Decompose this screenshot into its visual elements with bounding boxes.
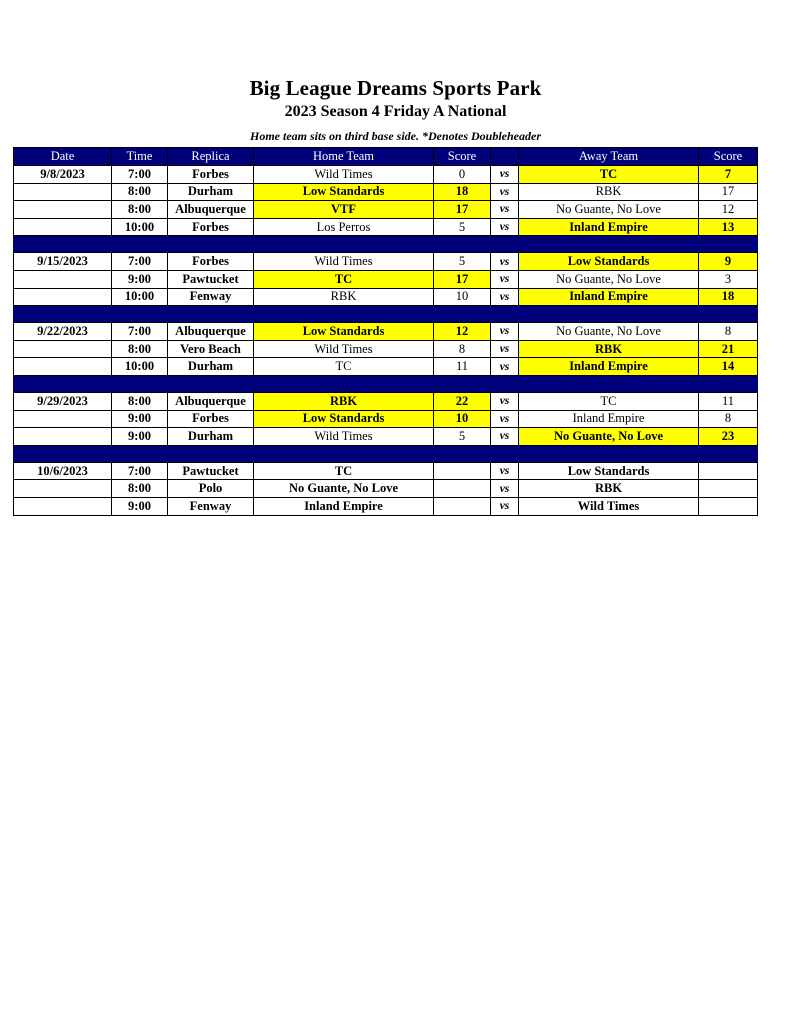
vs-cell: vs: [491, 340, 519, 358]
header-away-score: Score: [699, 148, 758, 166]
time-cell: 9:00: [112, 410, 168, 428]
date-cell: [14, 497, 112, 515]
date-cell: [14, 218, 112, 236]
home-score-cell: 5: [434, 253, 491, 271]
table-row: [14, 392, 758, 410]
schedule-note: Home team sits on third base side. *Denotes Doubleheader: [250, 129, 541, 143]
vs-cell: vs: [491, 410, 519, 428]
week-separator: [14, 236, 758, 253]
table-row: [14, 166, 758, 184]
table-row: [14, 270, 758, 288]
away-score-cell: 8: [699, 410, 758, 428]
date-cell: [14, 480, 112, 498]
home-team-cell: Wild Times: [254, 166, 434, 184]
header-date: Date: [14, 148, 112, 166]
away-score-cell: 11: [699, 392, 758, 410]
replica-cell: Durham: [168, 183, 254, 201]
date-cell: [14, 270, 112, 288]
away-score-cell: 17: [699, 183, 758, 201]
replica-cell: Forbes: [168, 253, 254, 271]
date-cell: 9/22/2023: [14, 323, 112, 341]
date-cell: 9/8/2023: [14, 166, 112, 184]
replica-cell: Pawtucket: [168, 462, 254, 480]
home-team-cell: RBK: [254, 288, 434, 306]
home-team-cell: TC: [254, 270, 434, 288]
header-replica: Replica: [168, 148, 254, 166]
date-cell: 9/15/2023: [14, 253, 112, 271]
time-cell: 8:00: [112, 183, 168, 201]
vs-cell: vs: [491, 253, 519, 271]
away-team-cell: Inland Empire: [519, 358, 699, 376]
separator-cell: [168, 375, 254, 392]
home-score-cell: [434, 480, 491, 498]
replica-cell: Forbes: [168, 166, 254, 184]
separator-cell: [491, 236, 519, 253]
separator-cell: [434, 375, 491, 392]
week-separator: [14, 375, 758, 392]
separator-cell: [14, 306, 112, 323]
vs-cell: vs: [491, 428, 519, 446]
separator-cell: [491, 445, 519, 462]
home-team-cell: Low Standards: [254, 410, 434, 428]
separator-cell: [491, 375, 519, 392]
time-cell: 8:00: [112, 201, 168, 219]
week-separator: [14, 306, 758, 323]
home-score-cell: 17: [434, 201, 491, 219]
home-team-cell: Inland Empire: [254, 497, 434, 515]
date-cell: [14, 410, 112, 428]
away-team-cell: No Guante, No Love: [519, 270, 699, 288]
separator-cell: [112, 236, 168, 253]
separator-cell: [254, 306, 434, 323]
separator-cell: [168, 445, 254, 462]
away-team-cell: Low Standards: [519, 462, 699, 480]
separator-cell: [112, 445, 168, 462]
home-team-cell: Wild Times: [254, 428, 434, 446]
separator-cell: [699, 306, 758, 323]
away-team-cell: Low Standards: [519, 253, 699, 271]
separator-cell: [14, 236, 112, 253]
home-score-cell: 0: [434, 166, 491, 184]
vs-cell: vs: [491, 218, 519, 236]
home-score-cell: [434, 497, 491, 515]
table-row: [14, 201, 758, 219]
home-score-cell: 8: [434, 340, 491, 358]
time-cell: 7:00: [112, 462, 168, 480]
table-row: [14, 183, 758, 201]
table-row: [14, 340, 758, 358]
time-cell: 8:00: [112, 340, 168, 358]
away-score-cell: 3: [699, 270, 758, 288]
home-team-cell: VTF: [254, 201, 434, 219]
separator-cell: [519, 236, 699, 253]
home-team-cell: TC: [254, 462, 434, 480]
vs-cell: vs: [491, 288, 519, 306]
separator-cell: [168, 236, 254, 253]
home-team-cell: Low Standards: [254, 323, 434, 341]
time-cell: 10:00: [112, 218, 168, 236]
away-score-cell: 8: [699, 323, 758, 341]
vs-cell: vs: [491, 183, 519, 201]
time-cell: 7:00: [112, 323, 168, 341]
page-subtitle: 2023 Season 4 Friday A National: [284, 103, 507, 120]
vs-cell: vs: [491, 323, 519, 341]
away-score-cell: 14: [699, 358, 758, 376]
separator-cell: [519, 306, 699, 323]
table-row: [14, 480, 758, 498]
home-score-cell: [434, 462, 491, 480]
home-score-cell: 22: [434, 392, 491, 410]
table-row: [14, 410, 758, 428]
away-score-cell: 21: [699, 340, 758, 358]
table-row: [14, 497, 758, 515]
home-team-cell: RBK: [254, 392, 434, 410]
separator-cell: [491, 306, 519, 323]
away-score-cell: [699, 480, 758, 498]
away-score-cell: 9: [699, 253, 758, 271]
time-cell: 10:00: [112, 358, 168, 376]
away-score-cell: 13: [699, 218, 758, 236]
replica-cell: Albuquerque: [168, 392, 254, 410]
away-score-cell: [699, 497, 758, 515]
header-home-team: Home Team: [254, 148, 434, 166]
away-score-cell: 12: [699, 201, 758, 219]
separator-cell: [434, 445, 491, 462]
replica-cell: Albuquerque: [168, 323, 254, 341]
time-cell: 10:00: [112, 288, 168, 306]
time-cell: 7:00: [112, 166, 168, 184]
replica-cell: Fenway: [168, 497, 254, 515]
date-cell: [14, 183, 112, 201]
away-score-cell: 7: [699, 166, 758, 184]
separator-cell: [112, 375, 168, 392]
header-away-team: Away Team: [519, 148, 699, 166]
schedule-body: [14, 166, 758, 516]
home-score-cell: 18: [434, 183, 491, 201]
away-team-cell: No Guante, No Love: [519, 201, 699, 219]
separator-cell: [519, 445, 699, 462]
separator-cell: [254, 375, 434, 392]
vs-cell: vs: [491, 462, 519, 480]
replica-cell: Forbes: [168, 410, 254, 428]
home-score-cell: 10: [434, 410, 491, 428]
away-team-cell: TC: [519, 392, 699, 410]
separator-cell: [168, 306, 254, 323]
time-cell: 8:00: [112, 480, 168, 498]
away-team-cell: Inland Empire: [519, 410, 699, 428]
table-row: [14, 253, 758, 271]
table-row: [14, 462, 758, 480]
away-team-cell: RBK: [519, 340, 699, 358]
separator-cell: [699, 375, 758, 392]
vs-cell: vs: [491, 497, 519, 515]
separator-cell: [699, 236, 758, 253]
table-row: [14, 428, 758, 446]
date-cell: [14, 201, 112, 219]
replica-cell: Durham: [168, 358, 254, 376]
vs-cell: vs: [491, 358, 519, 376]
date-cell: [14, 340, 112, 358]
away-score-cell: 18: [699, 288, 758, 306]
header-home-score: Score: [434, 148, 491, 166]
separator-cell: [434, 236, 491, 253]
home-score-cell: 10: [434, 288, 491, 306]
home-score-cell: 12: [434, 323, 491, 341]
away-team-cell: No Guante, No Love: [519, 323, 699, 341]
date-cell: [14, 288, 112, 306]
home-team-cell: Wild Times: [254, 340, 434, 358]
separator-cell: [14, 445, 112, 462]
vs-cell: vs: [491, 201, 519, 219]
separator-cell: [699, 445, 758, 462]
home-score-cell: 5: [434, 218, 491, 236]
separator-cell: [254, 236, 434, 253]
date-cell: 10/6/2023: [14, 462, 112, 480]
separator-cell: [14, 375, 112, 392]
page-title: Big League Dreams Sports Park: [249, 76, 542, 100]
header-vs: [491, 148, 519, 166]
replica-cell: Vero Beach: [168, 340, 254, 358]
away-team-cell: RBK: [519, 480, 699, 498]
away-team-cell: Inland Empire: [519, 218, 699, 236]
home-team-cell: Wild Times: [254, 253, 434, 271]
week-separator: [14, 445, 758, 462]
replica-cell: Fenway: [168, 288, 254, 306]
table-row: [14, 358, 758, 376]
table-row: [14, 218, 758, 236]
away-team-cell: Inland Empire: [519, 288, 699, 306]
separator-cell: [254, 445, 434, 462]
replica-cell: Forbes: [168, 218, 254, 236]
replica-cell: Durham: [168, 428, 254, 446]
date-cell: [14, 358, 112, 376]
date-cell: [14, 428, 112, 446]
home-team-cell: No Guante, No Love: [254, 480, 434, 498]
date-cell: 9/29/2023: [14, 392, 112, 410]
home-score-cell: 5: [434, 428, 491, 446]
separator-cell: [434, 306, 491, 323]
replica-cell: Polo: [168, 480, 254, 498]
home-team-cell: Los Perros: [254, 218, 434, 236]
time-cell: 9:00: [112, 428, 168, 446]
home-score-cell: 17: [434, 270, 491, 288]
away-team-cell: TC: [519, 166, 699, 184]
vs-cell: vs: [491, 392, 519, 410]
schedule-table: [13, 147, 758, 516]
away-team-cell: No Guante, No Love: [519, 428, 699, 446]
vs-cell: vs: [491, 480, 519, 498]
away-score-cell: 23: [699, 428, 758, 446]
separator-cell: [112, 306, 168, 323]
replica-cell: Pawtucket: [168, 270, 254, 288]
home-team-cell: TC: [254, 358, 434, 376]
header-row: [14, 148, 758, 166]
time-cell: 7:00: [112, 253, 168, 271]
home-team-cell: Low Standards: [254, 183, 434, 201]
table-row: [14, 288, 758, 306]
time-cell: 9:00: [112, 497, 168, 515]
away-team-cell: RBK: [519, 183, 699, 201]
separator-cell: [519, 375, 699, 392]
away-team-cell: Wild Times: [519, 497, 699, 515]
away-score-cell: [699, 462, 758, 480]
time-cell: 9:00: [112, 270, 168, 288]
home-score-cell: 11: [434, 358, 491, 376]
time-cell: 8:00: [112, 392, 168, 410]
vs-cell: vs: [491, 270, 519, 288]
header-time: Time: [112, 148, 168, 166]
replica-cell: Albuquerque: [168, 201, 254, 219]
table-row: [14, 323, 758, 341]
vs-cell: vs: [491, 166, 519, 184]
